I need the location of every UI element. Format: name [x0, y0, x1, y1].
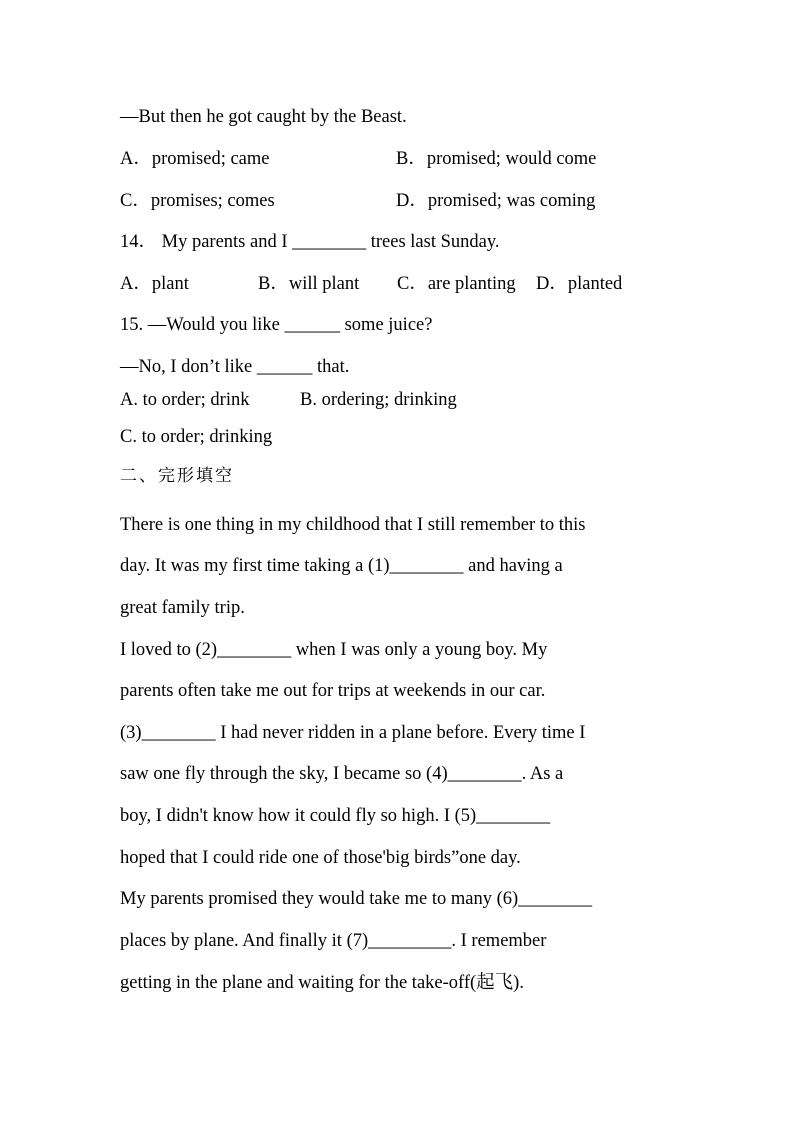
question-13-option-a: A．promised; came: [120, 149, 270, 169]
section-title: 二、完形填空: [120, 466, 234, 486]
question-15-reply: —No, I don’t like ______ that.: [120, 357, 350, 377]
question-14-option-c: C．are planting: [397, 274, 516, 294]
question-13-option-c: C．promises; comes: [120, 191, 275, 211]
passage-line: parents often take me out for trips at weekends in our car.: [120, 681, 546, 701]
passage-line: (3)________ I had never ridden in a plane before. Every time I: [120, 723, 586, 743]
question-13-option-b: B．promised; would come: [396, 149, 597, 169]
question-15-option-c: C. to order; drinking: [120, 427, 273, 447]
question-14-option-a: A．plant: [120, 274, 189, 294]
question-14-option-b: B．will plant: [258, 274, 360, 294]
passage-line: boy, I didn't know how it could fly so high. I (5)________: [120, 806, 551, 826]
passage-line: saw one fly through the sky, I became so (4)________. As a: [120, 764, 564, 784]
question-15-option-b: B. ordering; drinking: [300, 390, 457, 410]
passage-line: hoped that I could ride one of those'big birds”one day.: [120, 848, 521, 868]
passage-line: day. It was my first time taking a (1)________ and having a: [120, 556, 563, 576]
question-14-option-d: D．planted: [536, 274, 623, 294]
passage-line: getting in the plane and waiting for the take-off(起飞).: [120, 973, 524, 993]
question-13-option-d: D．promised; was coming: [396, 191, 596, 211]
passage-line: great family trip.: [120, 598, 245, 618]
question-15-option-a: A. to order; drink: [120, 390, 250, 410]
question-13-reply: —But then he got caught by the Beast.: [120, 107, 407, 127]
passage-line: I loved to (2)________ when I was only a young boy. My: [120, 640, 548, 660]
question-14-stem: 14． My parents and I ________ trees last Sunday.: [120, 232, 500, 252]
passage-line: My parents promised they would take me to many (6)________: [120, 889, 593, 909]
question-15-stem: 15. —Would you like ______ some juice?: [120, 315, 433, 335]
passage-line: There is one thing in my childhood that I still remember to this: [120, 515, 586, 535]
passage-line: places by plane. And finally it (7)_________. I remember: [120, 931, 547, 951]
